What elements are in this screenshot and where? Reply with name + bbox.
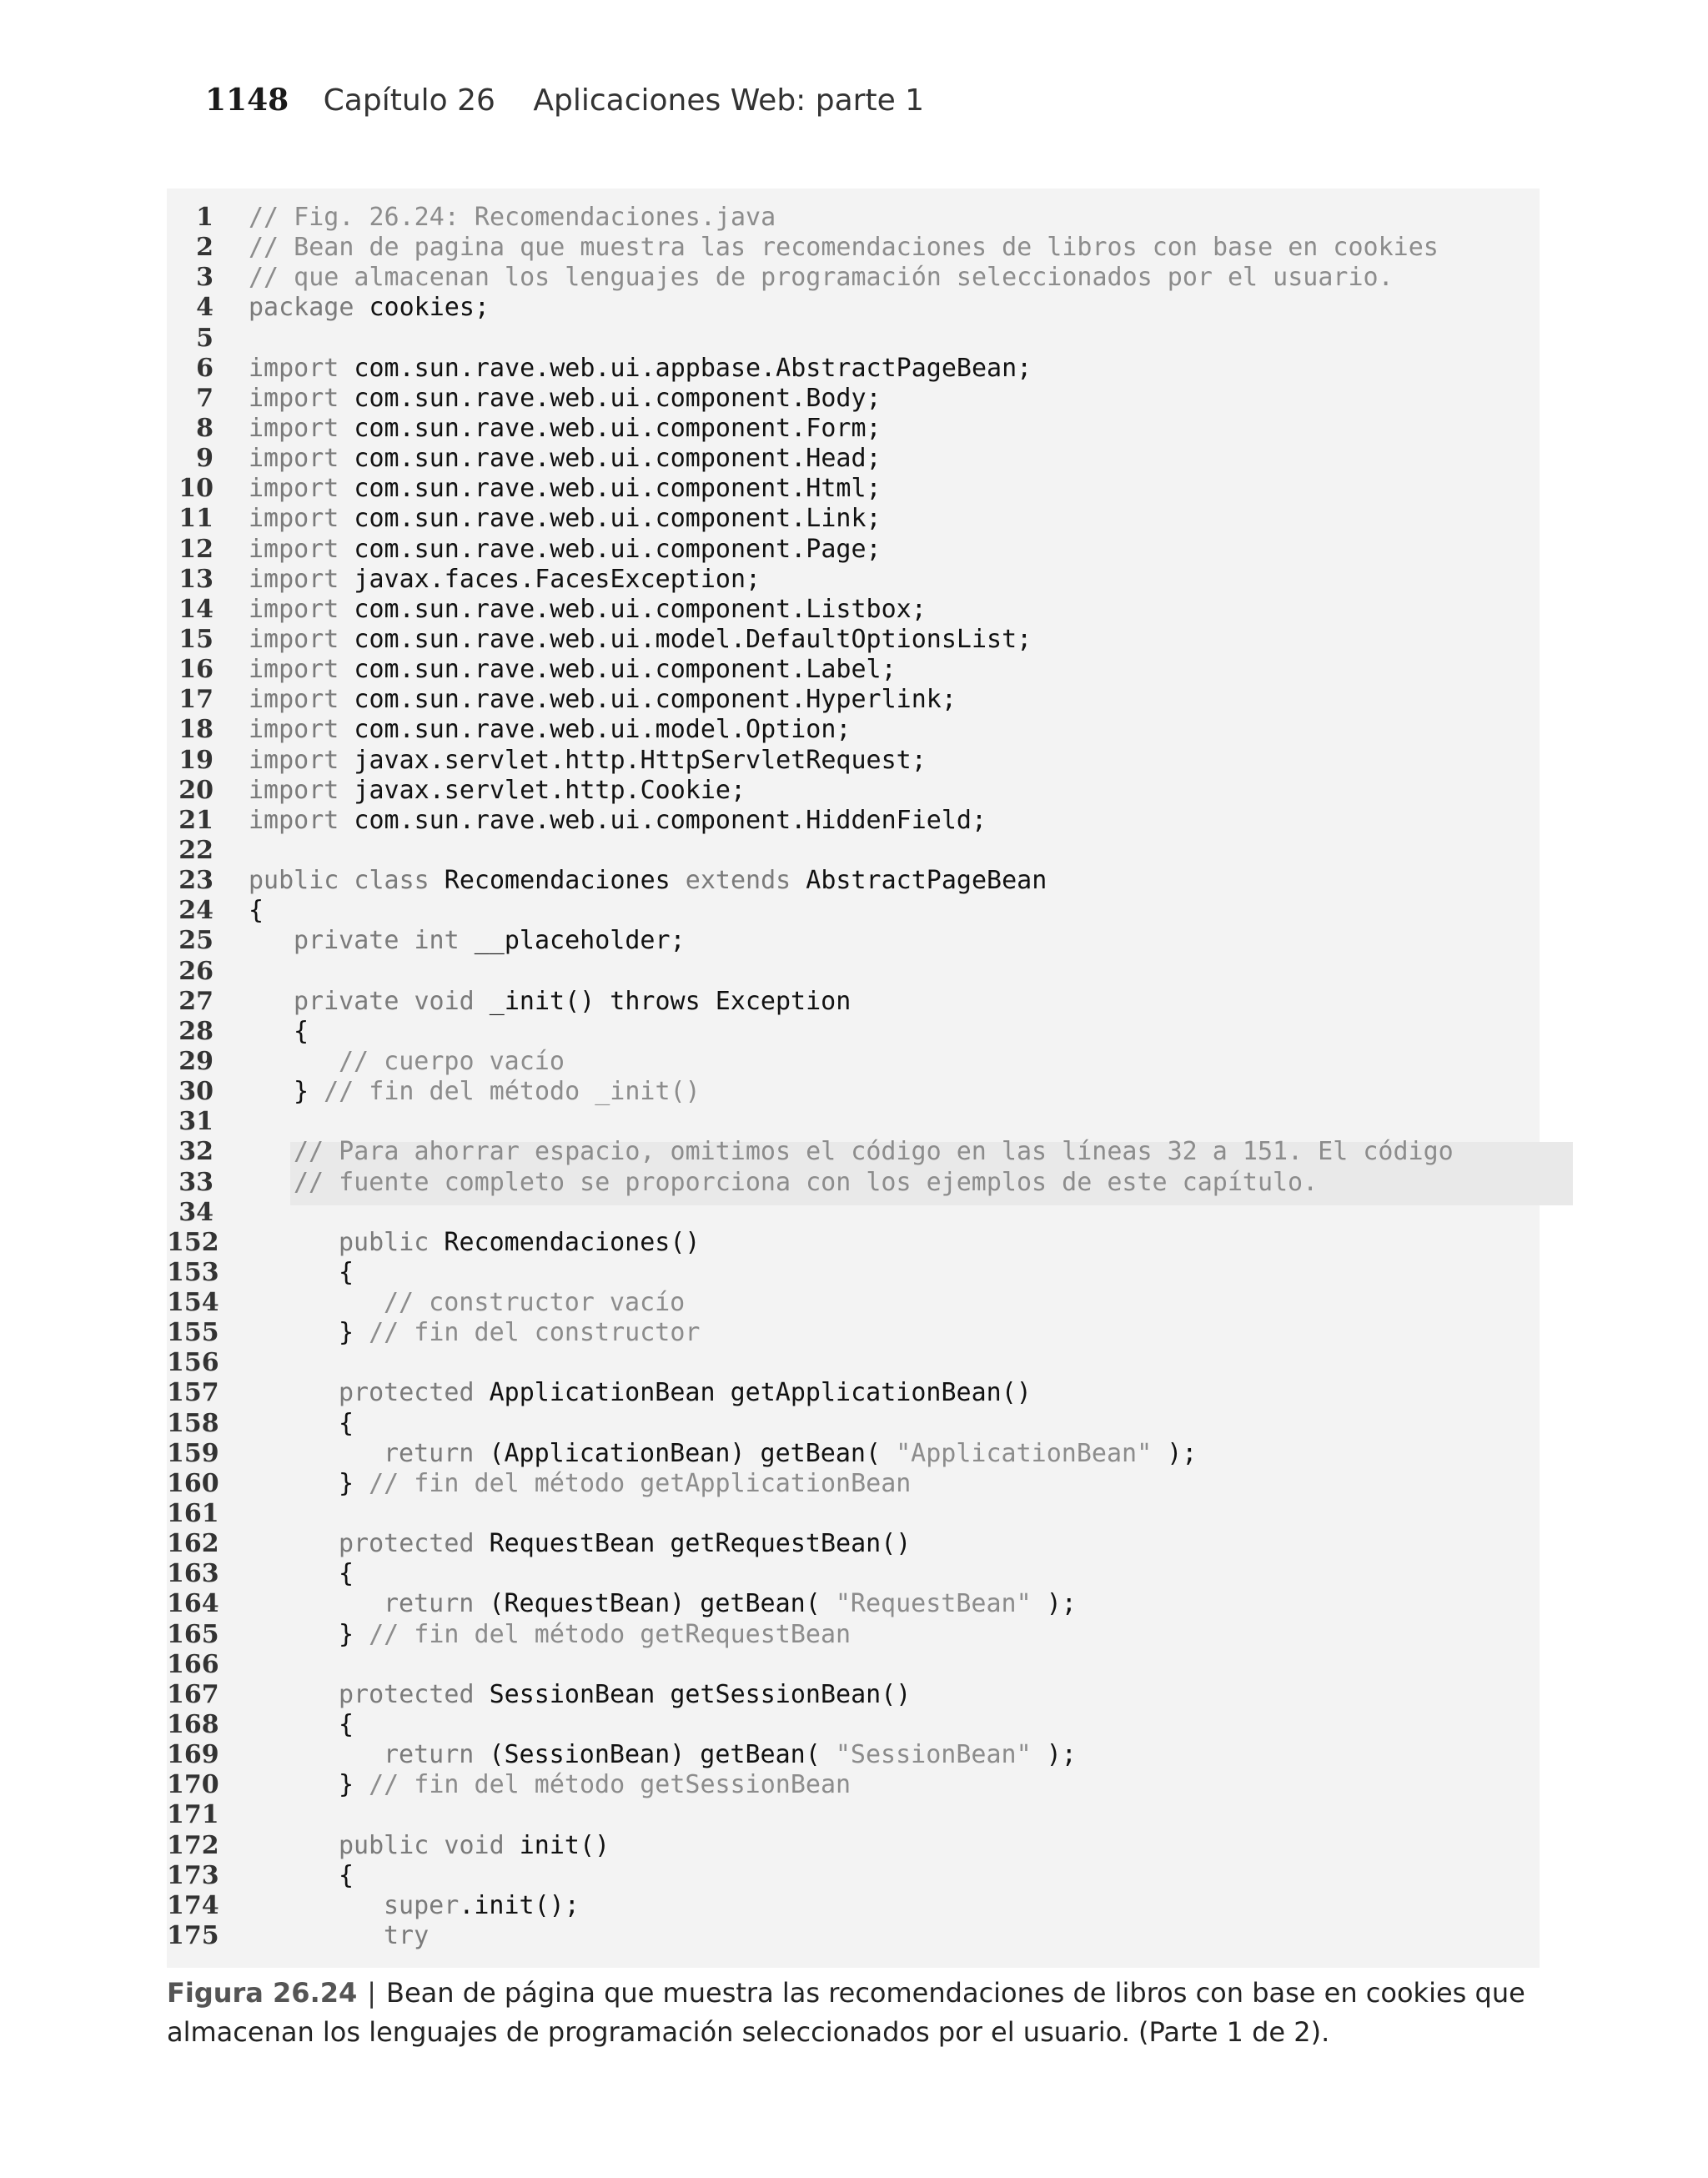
code-line	[167, 595, 1540, 625]
line-number: 161	[167, 1499, 219, 1529]
code-line	[167, 1378, 1540, 1408]
line-code	[249, 535, 882, 565]
code-line	[167, 1499, 1540, 1529]
line-code	[249, 565, 761, 595]
line-number: 155	[167, 1318, 219, 1348]
code-text: com.sun.rave.web.ui.component.Head;	[339, 444, 882, 474]
line-number: 34	[178, 1197, 214, 1227]
code-line	[167, 1529, 1540, 1559]
keyword: public	[339, 1227, 430, 1257]
code-text: );	[1031, 1589, 1077, 1619]
code-line	[167, 1318, 1540, 1348]
code-line	[167, 203, 1540, 233]
code-line	[167, 324, 1540, 354]
code-text: SessionBean getSessionBean()	[474, 1679, 912, 1709]
keyword: private void	[294, 986, 475, 1016]
code-line	[167, 354, 1540, 384]
line-code	[249, 414, 882, 444]
code-listing	[167, 189, 1540, 1968]
line-number: 6	[196, 353, 214, 383]
line-number: 16	[178, 655, 214, 685]
code-line	[167, 1107, 1540, 1137]
code-line	[167, 715, 1540, 745]
keyword: import	[249, 474, 339, 504]
keyword: import	[249, 353, 339, 383]
keyword: import	[249, 655, 339, 685]
comment: // Fig. 26.24: Recomendaciones.java	[249, 203, 776, 232]
line-code	[294, 987, 851, 1017]
code-text: RequestBean getRequestBean()	[474, 1529, 912, 1559]
line-number: 27	[178, 986, 214, 1016]
code-text: com.sun.rave.web.ui.component.Page;	[339, 534, 882, 564]
code-text: javax.servlet.http.Cookie;	[339, 775, 746, 805]
line-number: 33	[178, 1167, 214, 1197]
code-text: {	[339, 1710, 354, 1740]
code-line	[167, 1650, 1540, 1680]
line-number: 4	[196, 293, 214, 323]
code-line	[167, 836, 1540, 866]
line-code	[249, 685, 957, 715]
line-code	[339, 1409, 354, 1439]
code-line	[167, 1258, 1540, 1288]
code-text: {	[249, 896, 264, 926]
line-code	[339, 1529, 911, 1559]
line-code	[339, 1831, 610, 1861]
keyword: import	[249, 413, 339, 443]
comment: // fin del método getApplicationBean	[369, 1468, 912, 1498]
code-text: com.sun.rave.web.ui.model.Option;	[339, 715, 851, 745]
line-number: 17	[178, 685, 214, 715]
code-text: }	[339, 1619, 369, 1649]
line-number: 29	[178, 1046, 214, 1076]
line-code	[384, 1589, 1077, 1619]
code-line	[167, 806, 1540, 836]
line-number: 160	[167, 1468, 219, 1498]
line-number: 19	[178, 745, 214, 775]
code-line	[167, 957, 1540, 987]
code-line	[167, 1710, 1540, 1740]
line-number: 167	[167, 1679, 219, 1709]
comment: // cuerpo vacío	[339, 1046, 565, 1076]
line-number: 13	[178, 564, 214, 594]
line-number: 173	[167, 1860, 219, 1890]
code-text: com.sun.rave.web.ui.component.HiddenField;	[339, 805, 987, 835]
code-line	[167, 926, 1540, 956]
line-number: 159	[167, 1438, 219, 1468]
code-line	[167, 1589, 1540, 1619]
code-text: (RequestBean) getBean(	[474, 1589, 836, 1619]
code-line	[167, 1409, 1540, 1439]
line-number: 12	[178, 534, 214, 564]
code-text: {	[339, 1257, 354, 1287]
code-text: );	[1152, 1438, 1198, 1468]
keyword: return	[384, 1740, 475, 1770]
keyword: import	[249, 564, 339, 594]
code-text: com.sun.rave.web.ui.model.DefaultOptionsList;	[339, 624, 1032, 654]
code-text: }	[339, 1468, 369, 1498]
code-line	[167, 866, 1540, 896]
line-number: 168	[167, 1710, 219, 1740]
line-number: 22	[178, 835, 214, 865]
line-number: 2	[196, 233, 214, 263]
code-text: }	[294, 1077, 324, 1107]
keyword: super	[384, 1890, 460, 1920]
comment: // Para ahorrar espacio, omitimos el código en las líneas 32 a 151. El código	[294, 1137, 1454, 1167]
line-code	[384, 1288, 685, 1318]
line-code	[384, 1740, 1077, 1770]
code-text: init()	[504, 1830, 610, 1860]
line-code	[339, 1559, 354, 1589]
line-code	[294, 926, 686, 956]
line-code	[249, 263, 1394, 293]
code-line	[167, 1770, 1540, 1800]
comment: // fin del método getSessionBean	[369, 1770, 851, 1800]
code-line	[167, 1740, 1540, 1770]
comment: // que almacenan los lenguajes de programación seleccionados por el usuario.	[249, 263, 1394, 293]
line-number: 10	[178, 474, 214, 504]
code-text: {	[294, 1016, 309, 1046]
line-number: 163	[167, 1559, 219, 1589]
code-text: com.sun.rave.web.ui.appbase.AbstractPageBean;	[339, 353, 1032, 383]
line-code	[339, 1378, 1032, 1408]
line-number: 24	[178, 896, 214, 926]
line-code	[339, 1620, 851, 1650]
line-number: 32	[178, 1137, 214, 1167]
keyword: import	[249, 775, 339, 805]
line-code	[339, 1469, 911, 1499]
code-line	[167, 896, 1540, 926]
line-number: 166	[167, 1649, 219, 1679]
code-text: AbstractPageBean	[791, 866, 1047, 896]
code-text: }	[339, 1770, 369, 1800]
keyword: try	[384, 1921, 430, 1951]
keyword: import	[249, 715, 339, 745]
code-line	[167, 565, 1540, 595]
keyword: import	[249, 444, 339, 474]
code-text: .init();	[459, 1890, 580, 1920]
line-code	[294, 1017, 309, 1047]
line-code	[339, 1861, 354, 1891]
code-text: }	[339, 1318, 369, 1348]
line-number: 25	[178, 926, 214, 956]
keyword: import	[249, 383, 339, 413]
code-text: ApplicationBean getApplicationBean()	[474, 1378, 1032, 1408]
keyword: public class	[249, 866, 430, 896]
code-line	[167, 1168, 1540, 1198]
code-line	[167, 655, 1540, 685]
code-line	[167, 1680, 1540, 1710]
comment: // fin del constructor	[369, 1318, 701, 1348]
code-lines	[167, 203, 1540, 1951]
code-text: {	[339, 1408, 354, 1438]
keyword: package	[249, 293, 354, 323]
comment: // constructor vacío	[384, 1288, 686, 1318]
line-code	[249, 806, 987, 836]
code-line	[167, 746, 1540, 776]
line-number: 153	[167, 1257, 219, 1287]
line-number: 175	[167, 1921, 219, 1951]
line-number: 3	[196, 263, 214, 293]
figure-caption	[167, 1974, 1543, 2052]
code-line	[167, 293, 1540, 323]
code-line	[167, 685, 1540, 715]
line-number: 154	[167, 1288, 219, 1318]
line-code	[249, 595, 927, 625]
code-line	[167, 987, 1540, 1017]
caption-separator: |	[367, 1977, 377, 2009]
keyword: protected	[339, 1679, 475, 1709]
line-number: 18	[178, 715, 214, 745]
code-text: Recomendaciones	[429, 866, 686, 896]
keyword: import	[249, 594, 339, 624]
code-text: {	[339, 1559, 354, 1589]
line-number: 1	[196, 203, 214, 232]
code-text: com.sun.rave.web.ui.component.Label;	[339, 655, 897, 685]
code-text: javax.servlet.http.HttpServletRequest;	[339, 745, 927, 775]
line-number: 5	[196, 323, 214, 353]
line-code	[294, 1077, 701, 1107]
code-line	[167, 414, 1540, 444]
code-line	[167, 233, 1540, 263]
line-code	[249, 354, 1032, 384]
keyword: private int	[294, 926, 460, 956]
line-number: 174	[167, 1890, 219, 1920]
line-code	[339, 1318, 700, 1348]
line-number: 23	[178, 866, 214, 896]
line-code	[249, 866, 1047, 896]
code-line	[167, 384, 1540, 414]
code-text: com.sun.rave.web.ui.component.Link;	[339, 504, 882, 534]
keyword: import	[249, 624, 339, 654]
code-line	[167, 474, 1540, 504]
keyword: extends	[685, 866, 791, 896]
line-number: 7	[196, 383, 214, 413]
code-line	[167, 1439, 1540, 1469]
line-number: 9	[196, 444, 214, 474]
running-head	[205, 80, 924, 121]
code-line	[167, 263, 1540, 293]
code-line	[167, 535, 1540, 565]
code-line	[167, 444, 1540, 474]
line-number: 164	[167, 1589, 219, 1619]
string-literal: "SessionBean"	[835, 1740, 1032, 1770]
line-code	[249, 384, 882, 414]
line-code	[384, 1439, 1197, 1469]
code-line	[167, 1800, 1540, 1830]
code-text: javax.faces.FacesException;	[339, 564, 761, 594]
code-text: {	[339, 1860, 354, 1890]
line-code	[339, 1710, 354, 1740]
code-text: com.sun.rave.web.ui.component.Body;	[339, 383, 882, 413]
line-number: 157	[167, 1378, 219, 1408]
code-line	[167, 1198, 1540, 1228]
comment: // Bean de pagina que muestra las recomendaciones de libros con base en cookies	[249, 233, 1439, 263]
keyword: import	[249, 534, 339, 564]
line-number: 158	[167, 1408, 219, 1438]
keyword: protected	[339, 1378, 475, 1408]
string-literal: "ApplicationBean"	[896, 1438, 1153, 1468]
code-line	[167, 1620, 1540, 1650]
line-code	[339, 1047, 565, 1077]
line-number: 165	[167, 1619, 219, 1649]
code-line	[167, 504, 1540, 534]
keyword: import	[249, 685, 339, 715]
code-line	[167, 1831, 1540, 1861]
code-line	[167, 1137, 1540, 1167]
code-line	[167, 1861, 1540, 1891]
code-line	[167, 625, 1540, 655]
code-line	[167, 1047, 1540, 1077]
keyword: import	[249, 805, 339, 835]
line-number: 152	[167, 1227, 219, 1257]
line-code	[249, 625, 1032, 655]
line-code	[249, 715, 851, 745]
code-text: Recomendaciones()	[429, 1227, 701, 1257]
line-number: 31	[178, 1107, 214, 1137]
line-code	[294, 1137, 1454, 1167]
code-text: com.sun.rave.web.ui.component.Html;	[339, 474, 882, 504]
code-line	[167, 1921, 1540, 1951]
code-line	[167, 1891, 1540, 1921]
keyword: return	[384, 1438, 475, 1468]
code-line	[167, 1469, 1540, 1499]
chapter-label: Capítulo 26	[323, 83, 495, 118]
code-text: com.sun.rave.web.ui.component.Form;	[339, 413, 882, 443]
line-code	[249, 504, 882, 534]
code-text: _init() throws Exception	[474, 986, 851, 1016]
line-code	[339, 1680, 911, 1710]
line-code	[339, 1228, 700, 1258]
line-number: 26	[178, 956, 214, 986]
code-line	[167, 1077, 1540, 1107]
code-line	[167, 1228, 1540, 1258]
line-number: 162	[167, 1529, 219, 1559]
line-code	[384, 1891, 580, 1921]
line-number: 14	[178, 594, 214, 624]
line-code	[249, 896, 264, 926]
comment: // fuente completo se proporciona con los ejemplos de este capítulo.	[294, 1167, 1319, 1197]
line-number: 170	[167, 1770, 219, 1800]
keyword: import	[249, 504, 339, 534]
line-number: 171	[167, 1800, 219, 1830]
keyword: import	[249, 745, 339, 775]
keyword: protected	[339, 1529, 475, 1559]
line-number: 15	[178, 624, 214, 654]
caption-label: Figura 26.24	[167, 1977, 358, 2009]
code-line	[167, 1559, 1540, 1589]
line-number: 169	[167, 1740, 219, 1770]
line-code	[384, 1921, 429, 1951]
code-text: (ApplicationBean) getBean(	[474, 1438, 897, 1468]
code-text: __placeholder;	[459, 926, 686, 956]
code-text: com.sun.rave.web.ui.component.Hyperlink;	[339, 685, 957, 715]
line-number: 20	[178, 775, 214, 805]
code-line	[167, 1348, 1540, 1378]
code-line	[167, 1017, 1540, 1047]
line-number: 21	[178, 805, 214, 835]
line-number: 11	[178, 504, 214, 534]
line-code	[294, 1168, 1318, 1198]
line-number: 28	[178, 1016, 214, 1046]
line-number: 172	[167, 1830, 219, 1860]
line-code	[249, 746, 927, 776]
page-number: 1148	[205, 83, 289, 118]
code-line	[167, 776, 1540, 806]
line-code	[249, 293, 490, 323]
code-text: cookies;	[354, 293, 490, 323]
line-code	[249, 474, 882, 504]
chapter-title: Aplicaciones Web: parte 1	[533, 83, 925, 118]
comment: // fin del método getRequestBean	[369, 1619, 851, 1649]
code-text: );	[1031, 1740, 1077, 1770]
line-number: 156	[167, 1348, 219, 1378]
line-code	[249, 776, 746, 806]
code-line	[167, 1288, 1540, 1318]
line-number: 30	[178, 1077, 214, 1107]
line-code	[249, 444, 882, 474]
line-code	[339, 1770, 851, 1800]
line-code	[249, 655, 897, 685]
caption-text: Bean de página que muestra las recomendaciones de libros con base en cookies que almacenan los lenguajes de programación seleccionados por el usuario. (Parte 1 de 2).	[167, 1977, 1525, 2048]
line-code	[249, 203, 776, 233]
string-literal: "RequestBean"	[835, 1589, 1032, 1619]
code-text: com.sun.rave.web.ui.component.Listbox;	[339, 594, 927, 624]
line-number: 8	[196, 413, 214, 443]
line-code	[339, 1258, 354, 1288]
comment: // fin del método _init()	[324, 1077, 701, 1107]
keyword: return	[384, 1589, 475, 1619]
code-text: (SessionBean) getBean(	[474, 1740, 836, 1770]
line-code	[249, 233, 1439, 263]
keyword: public void	[339, 1830, 505, 1860]
